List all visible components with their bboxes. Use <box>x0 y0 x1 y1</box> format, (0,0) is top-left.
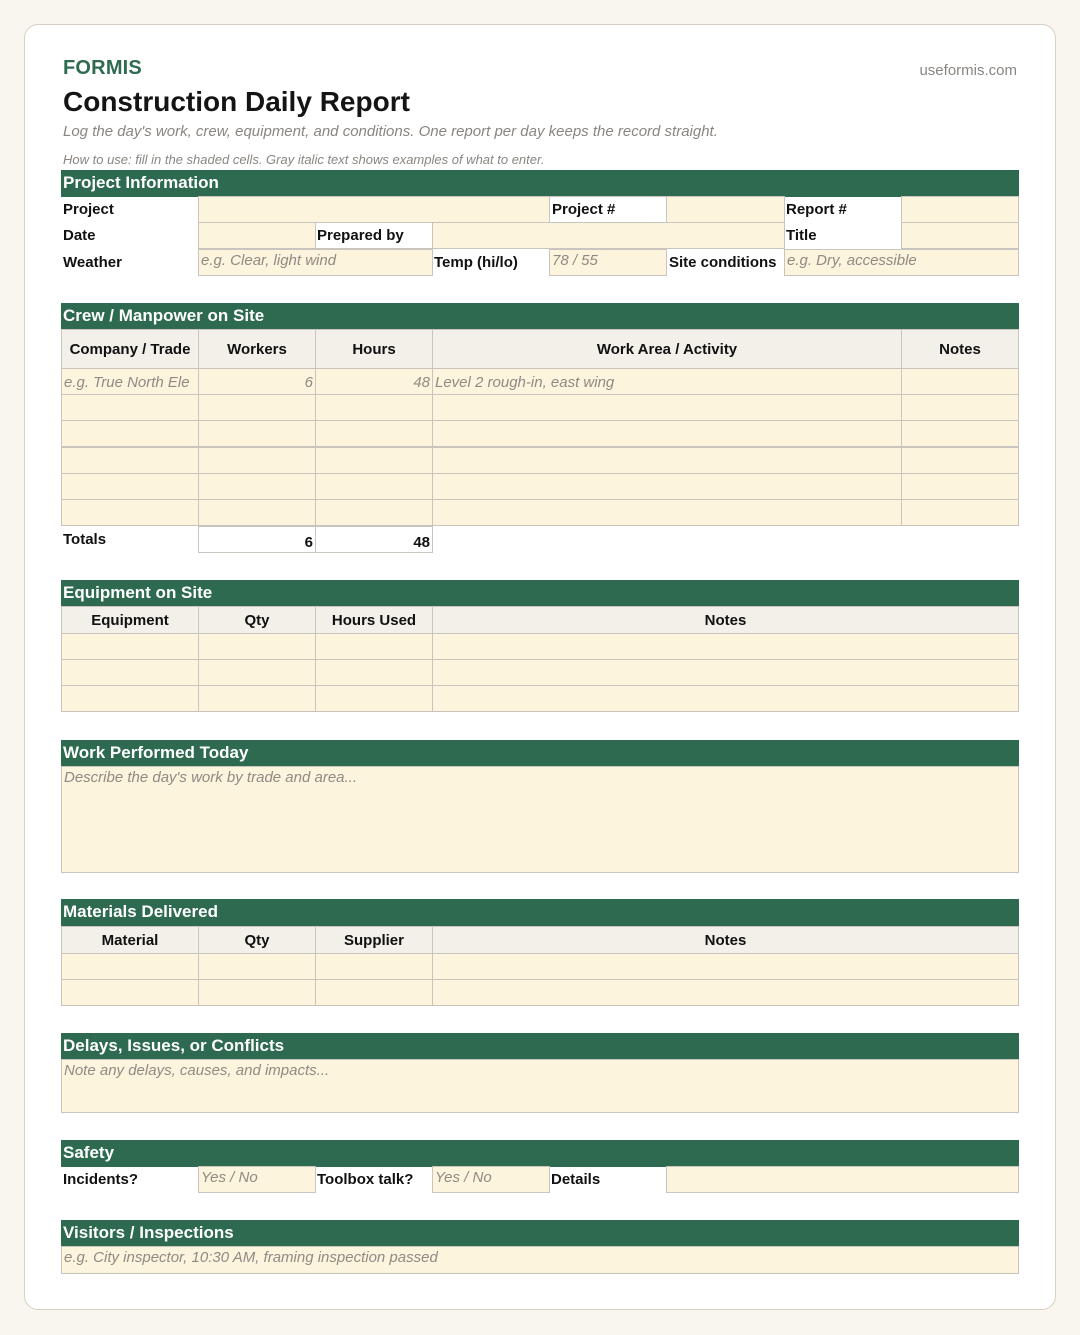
crew-col-activity: Work Area / Activity <box>432 329 902 369</box>
crew-workers-cell[interactable] <box>198 473 316 500</box>
crew-company-cell[interactable] <box>61 447 199 474</box>
equipment-col-notes: Notes <box>432 606 1019 634</box>
crew-total-hours: 48 <box>315 526 433 553</box>
title-label: Title <box>786 227 817 244</box>
crew-total-workers: 6 <box>198 526 316 553</box>
page-subtitle: Log the day's work, crew, equipment, and conditions. One report per day keeps the record straight. <box>63 123 718 140</box>
crew-notes-cell[interactable] <box>901 394 1019 421</box>
crew-workers-cell[interactable] <box>198 394 316 421</box>
crew-activity-cell[interactable] <box>432 499 902 526</box>
materials-supplier-cell[interactable] <box>315 953 433 980</box>
work-performed-textarea[interactable]: Describe the day's work by trade and area... <box>61 766 1019 873</box>
date-label: Date <box>63 227 96 244</box>
equipment-qty-cell[interactable] <box>198 659 316 686</box>
equipment-notes-cell[interactable] <box>432 633 1019 660</box>
equipment-qty-cell[interactable] <box>198 685 316 712</box>
site-link[interactable]: useformis.com <box>919 62 1017 79</box>
crew-activity-cell[interactable] <box>432 447 902 474</box>
equipment-name-cell[interactable] <box>61 685 199 712</box>
incidents-field[interactable]: Yes / No <box>198 1166 316 1193</box>
equipment-col-qty: Qty <box>198 606 316 634</box>
crew-workers-cell[interactable] <box>198 420 316 447</box>
equipment-notes-cell[interactable] <box>432 659 1019 686</box>
crew-col-company: Company / Trade <box>61 329 199 369</box>
incidents-label: Incidents? <box>63 1171 139 1188</box>
date-field[interactable] <box>198 222 316 249</box>
materials-supplier-cell[interactable] <box>315 979 433 1006</box>
crew-company-cell[interactable] <box>61 420 199 447</box>
crew-totals-label: Totals <box>63 531 107 548</box>
section-crew: Crew / Manpower on Site <box>61 303 1019 330</box>
toolbox-talk-label: Toolbox talk? <box>317 1171 414 1188</box>
materials-material-cell[interactable] <box>61 979 199 1006</box>
crew-company-cell[interactable]: e.g. True North Ele <box>61 368 199 395</box>
crew-col-hours: Hours <box>315 329 433 369</box>
prepared-by-label: Prepared by <box>317 227 404 244</box>
section-materials: Materials Delivered <box>61 899 1019 926</box>
crew-notes-cell[interactable] <box>901 473 1019 500</box>
brand-logo: FORMIS <box>63 57 142 79</box>
section-work-performed: Work Performed Today <box>61 740 1019 767</box>
safety-details-field[interactable] <box>666 1166 1019 1193</box>
site-conditions-label: Site conditions <box>669 254 777 271</box>
weather-label: Weather <box>63 254 122 271</box>
materials-col-supplier: Supplier <box>315 926 433 954</box>
materials-qty-cell[interactable] <box>198 979 316 1006</box>
materials-notes-cell[interactable] <box>432 979 1019 1006</box>
equipment-hours-cell[interactable] <box>315 685 433 712</box>
crew-workers-cell[interactable] <box>198 447 316 474</box>
crew-notes-cell[interactable] <box>901 368 1019 395</box>
crew-activity-cell[interactable] <box>432 394 902 421</box>
equipment-name-cell[interactable] <box>61 659 199 686</box>
crew-hours-cell[interactable]: 48 <box>315 368 433 395</box>
delays-textarea[interactable]: Note any delays, causes, and impacts... <box>61 1059 1019 1113</box>
visitors-field[interactable]: e.g. City inspector, 10:30 AM, framing inspection passed <box>61 1246 1019 1274</box>
crew-activity-cell[interactable] <box>432 420 902 447</box>
section-project-information: Project Information <box>61 170 1019 197</box>
crew-hours-cell[interactable] <box>315 473 433 500</box>
crew-workers-cell[interactable] <box>198 499 316 526</box>
how-to-note: How to use: fill in the shaded cells. Gray italic text shows examples of what to enter. <box>63 152 545 167</box>
site-conditions-field[interactable]: e.g. Dry, accessible <box>784 249 1019 276</box>
section-equipment: Equipment on Site <box>61 580 1019 607</box>
materials-qty-cell[interactable] <box>198 953 316 980</box>
materials-material-cell[interactable] <box>61 953 199 980</box>
report-number-label: Report # <box>786 201 847 218</box>
temp-label: Temp (hi/lo) <box>434 254 518 271</box>
section-delays: Delays, Issues, or Conflicts <box>61 1033 1019 1060</box>
crew-col-workers: Workers <box>198 329 316 369</box>
materials-col-material: Material <box>61 926 199 954</box>
temp-field[interactable]: 78 / 55 <box>549 249 667 276</box>
equipment-notes-cell[interactable] <box>432 685 1019 712</box>
page-title: Construction Daily Report <box>63 86 410 117</box>
project-number-field[interactable] <box>666 196 785 223</box>
crew-activity-cell[interactable]: Level 2 rough-in, east wing <box>432 368 902 395</box>
crew-company-cell[interactable] <box>61 394 199 421</box>
crew-hours-cell[interactable] <box>315 394 433 421</box>
equipment-name-cell[interactable] <box>61 633 199 660</box>
materials-col-qty: Qty <box>198 926 316 954</box>
section-visitors: Visitors / Inspections <box>61 1220 1019 1247</box>
crew-company-cell[interactable] <box>61 473 199 500</box>
toolbox-talk-field[interactable]: Yes / No <box>432 1166 550 1193</box>
crew-notes-cell[interactable] <box>901 447 1019 474</box>
project-label: Project <box>63 201 114 218</box>
prepared-by-field[interactable] <box>432 222 785 249</box>
project-number-label: Project # <box>552 201 616 218</box>
crew-notes-cell[interactable] <box>901 499 1019 526</box>
project-field[interactable] <box>198 196 550 223</box>
equipment-col-hours: Hours Used <box>315 606 433 634</box>
equipment-qty-cell[interactable] <box>198 633 316 660</box>
crew-company-cell[interactable] <box>61 499 199 526</box>
crew-hours-cell[interactable] <box>315 447 433 474</box>
weather-field[interactable]: e.g. Clear, light wind <box>198 249 433 276</box>
report-number-field[interactable] <box>901 196 1019 223</box>
crew-activity-cell[interactable] <box>432 473 902 500</box>
equipment-hours-cell[interactable] <box>315 633 433 660</box>
materials-notes-cell[interactable] <box>432 953 1019 980</box>
safety-details-label: Details <box>551 1171 601 1188</box>
materials-col-notes: Notes <box>432 926 1019 954</box>
crew-col-notes: Notes <box>901 329 1019 369</box>
title-field[interactable] <box>901 222 1019 249</box>
crew-hours-cell[interactable] <box>315 499 433 526</box>
crew-notes-cell[interactable] <box>901 420 1019 447</box>
section-safety: Safety <box>61 1140 1019 1167</box>
crew-workers-cell[interactable]: 6 <box>198 368 316 395</box>
crew-hours-cell[interactable] <box>315 420 433 447</box>
equipment-col-name: Equipment <box>61 606 199 634</box>
equipment-hours-cell[interactable] <box>315 659 433 686</box>
